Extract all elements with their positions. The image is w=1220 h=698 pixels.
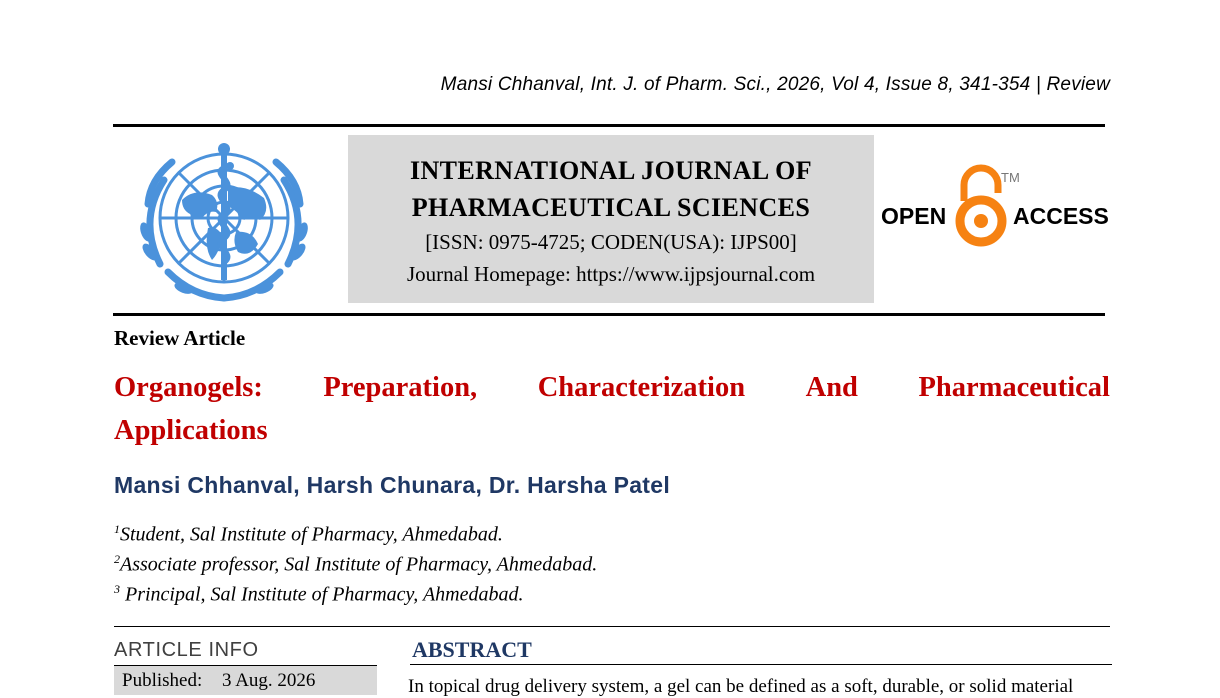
title-word: And [805, 372, 858, 403]
article-type-label: Review Article [114, 326, 246, 350]
open-access-word-access: ACCESS [1013, 203, 1109, 229]
title-word: Organogels: [114, 372, 263, 403]
title-word: Pharmaceutical [918, 372, 1110, 403]
title-word: Preparation, [323, 372, 478, 403]
article-title-line2: Applications [114, 415, 268, 446]
published-date: 3 Aug. 2026 [222, 670, 316, 691]
masthead-top-rule [113, 124, 1105, 127]
abstract-body-text: In topical drug delivery system, a gel can be defined as a soft, durable, or solid material [408, 676, 1074, 697]
journal-title-line2: PHARMACEUTICAL SCIENCES [411, 193, 811, 222]
journal-title-line1: INTERNATIONAL JOURNAL OF [409, 156, 813, 185]
journal-masthead [348, 135, 874, 303]
affiliation-1: $^1$Student, Sal Institute of Pharmacy, Ahmedabad. [114, 522, 503, 546]
open-access-logo [878, 163, 1110, 255]
article-title-line1 [114, 366, 1110, 409]
affiliation-3: $^3$ Principal, Sal Institute of Pharmacy, Ahmedabad. [114, 582, 524, 606]
title-word: Characterization [537, 372, 746, 403]
affiliation-2: $^2$Associate professor, Sal Institute of Pharmacy, Ahmedabad. [114, 552, 598, 576]
abstract-rule [410, 664, 1112, 665]
trademark-symbol: TM [1001, 170, 1020, 185]
author-list: Mansi Chhanval, Harsh Chunara, Dr. Harsha Patel [114, 472, 671, 498]
article-info-heading: ARTICLE INFO [114, 639, 259, 661]
section-divider [114, 626, 1110, 627]
running-header-citation: Mansi Chhanval, Int. J. of Pharm. Sci., 2026, Vol 4, Issue 8, 341-354 | Review [440, 74, 1110, 95]
journal-issn-coden: [ISSN: 0975-4725; CODEN(USA): IJPS00] [425, 230, 797, 254]
journal-emblem-logo [124, 140, 324, 306]
journal-homepage-link[interactable]: Journal Homepage: https://www.ijpsjournal.com [406, 262, 816, 286]
masthead-bottom-rule [113, 313, 1105, 316]
article-title [114, 366, 1110, 452]
open-access-word-open: OPEN [881, 203, 947, 229]
abstract-heading: ABSTRACT [412, 637, 532, 662]
published-label: Published: [122, 670, 203, 691]
